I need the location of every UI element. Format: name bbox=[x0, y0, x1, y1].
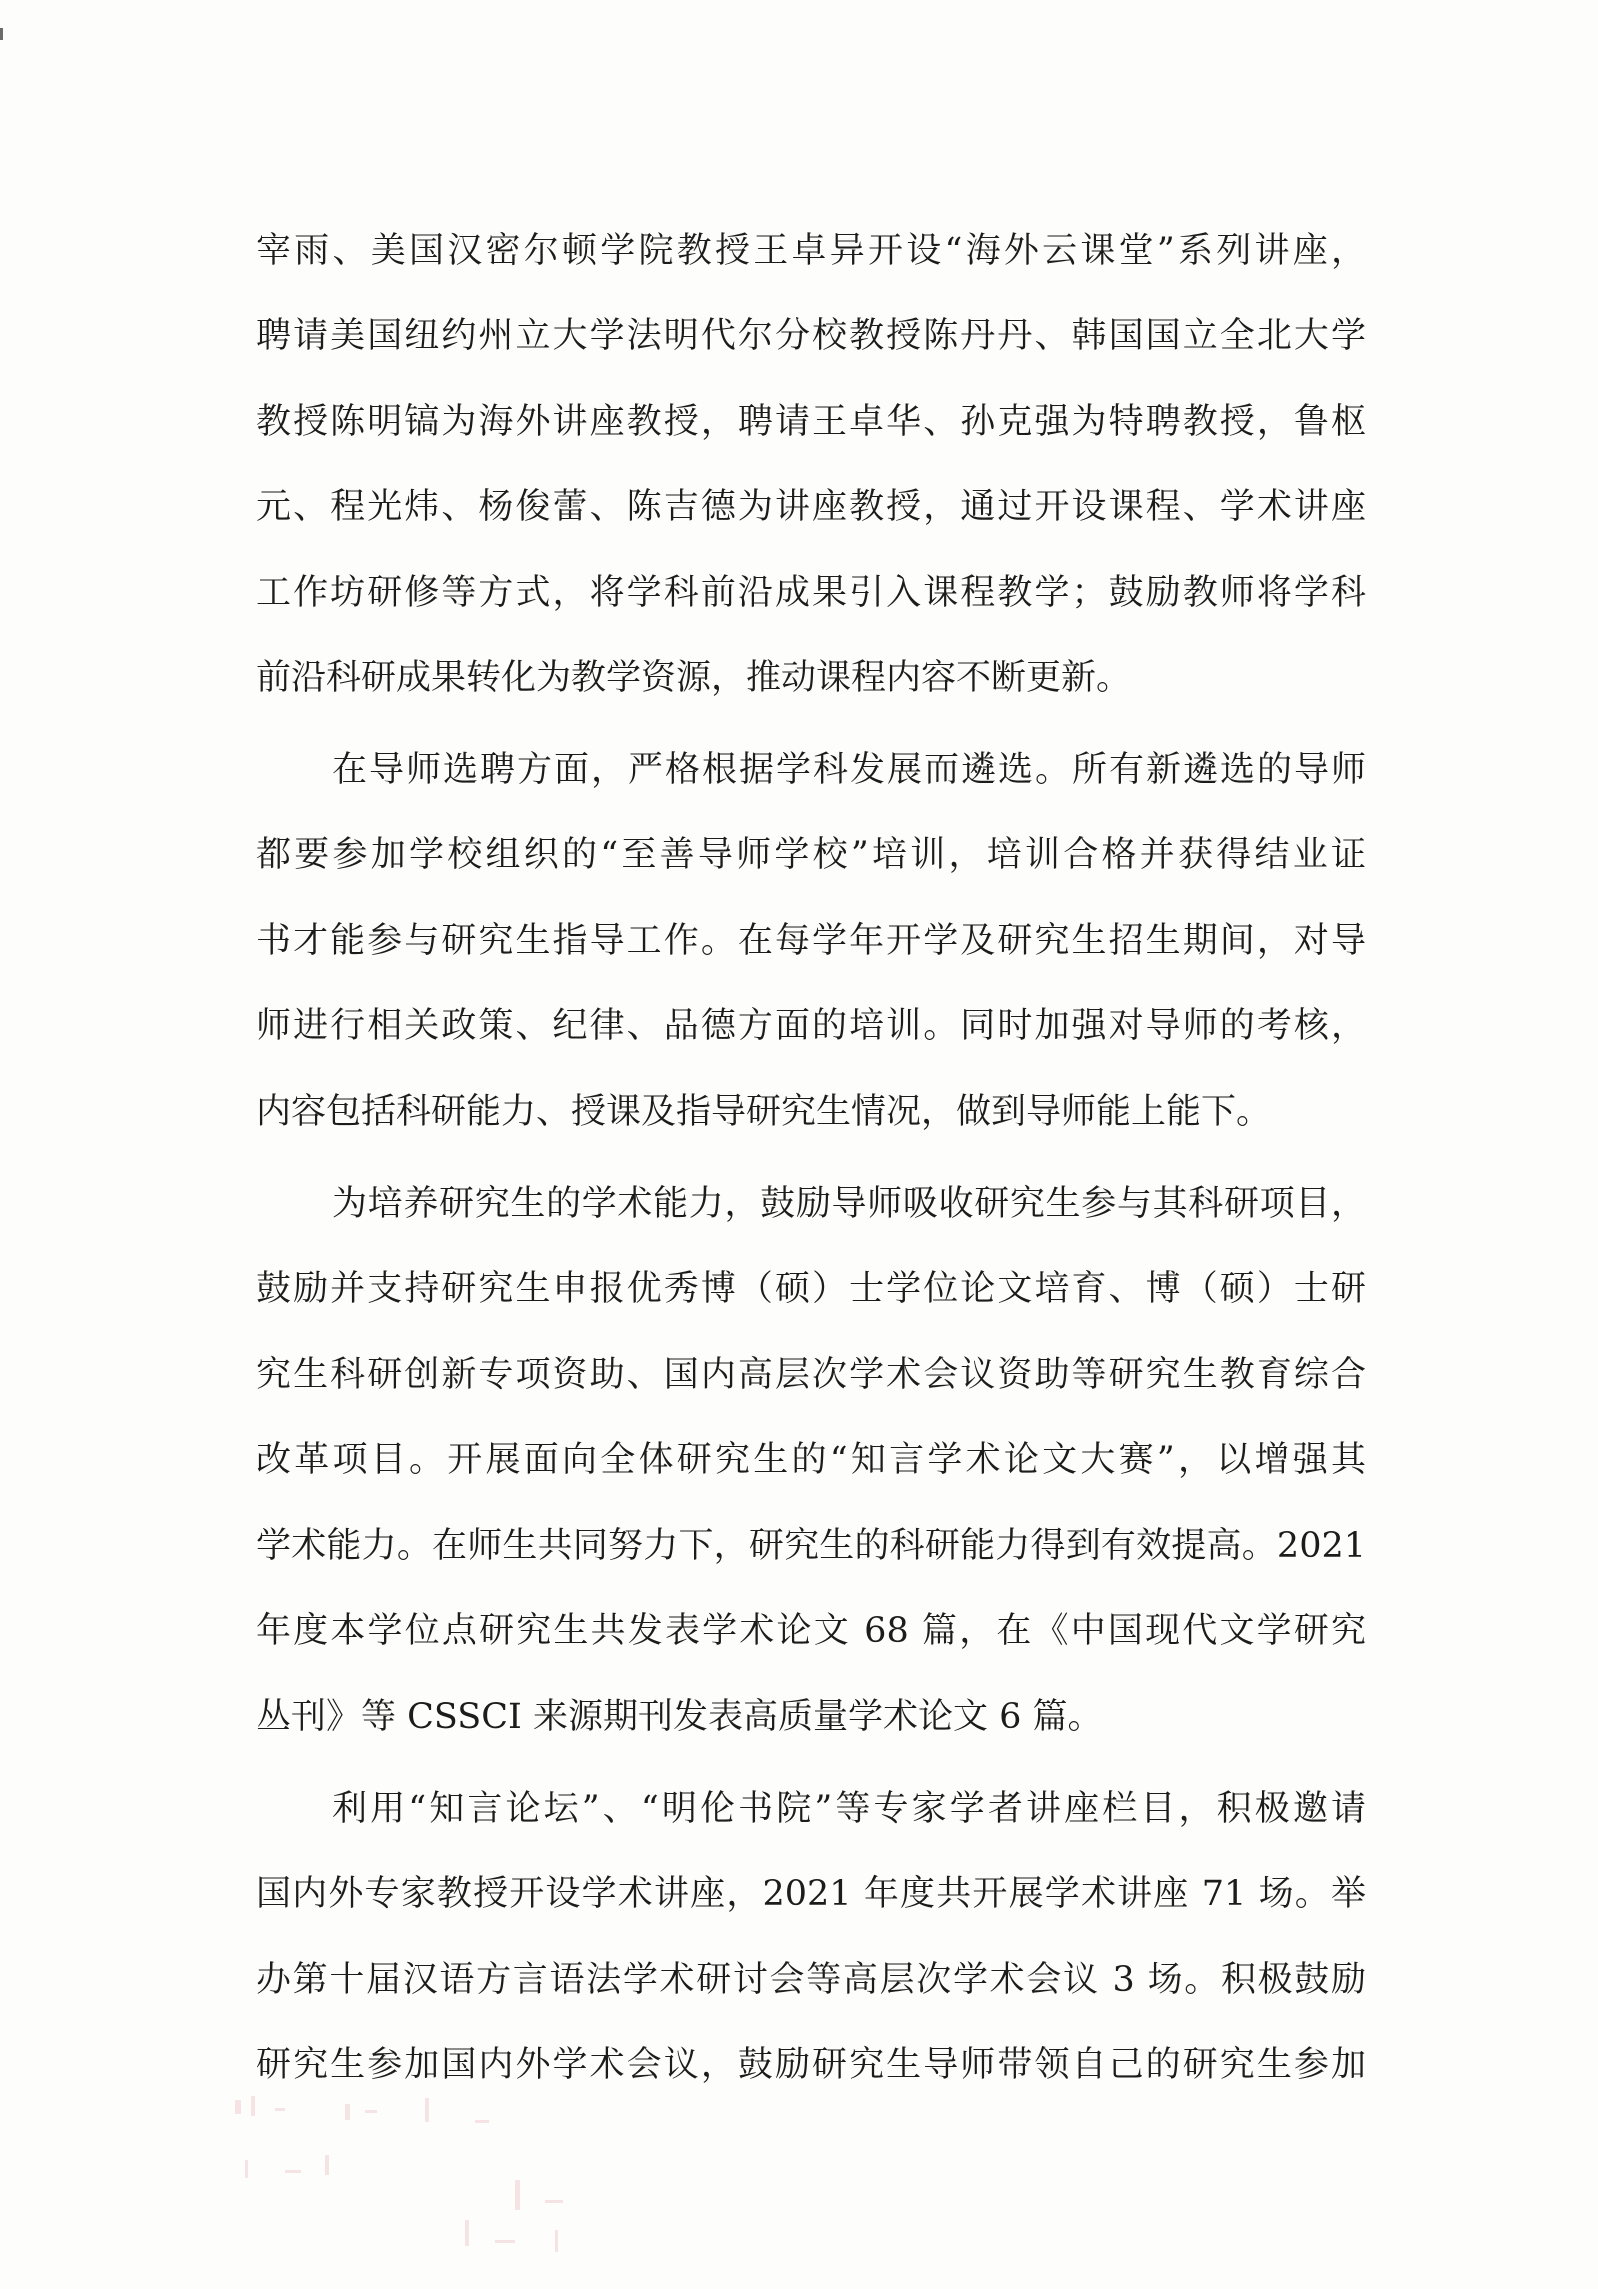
bleed-through-stain bbox=[215, 2090, 615, 2270]
text-line: 改革项目。开展面向全体研究生的“知言学术论文大赛”，以增强其 bbox=[256, 1440, 1366, 1480]
text-line: 宰雨、美国汉密尔顿学院教授王卓异开设“海外云课堂”系列讲座， bbox=[256, 231, 1366, 271]
text-line: 书才能参与研究生指导工作。在每学年开学及研究生招生期间，对导 bbox=[256, 921, 1366, 961]
text-line: 丛刊》等 CSSCI 来源期刊发表高质量学术论文 6 篇。 bbox=[256, 1697, 1103, 1737]
text-line: 师进行相关政策、纪律、品德方面的培训。同时加强对导师的考核， bbox=[256, 1006, 1366, 1046]
text-line: 聘请美国纽约州立大学法明代尔分校教授陈丹丹、韩国国立全北大学 bbox=[256, 316, 1366, 356]
text-line: 教授陈明镐为海外讲座教授，聘请王卓华、孙克强为特聘教授，鲁枢 bbox=[256, 402, 1366, 442]
text-line: 鼓励并支持研究生申报优秀博（硕）士学位论文培育、博（硕）士研 bbox=[256, 1269, 1366, 1309]
text-line: 利用“知言论坛”、“明伦书院”等专家学者讲座栏目，积极邀请 bbox=[332, 1789, 1366, 1829]
text-line: 都要参加学校组织的“至善导师学校”培训，培训合格并获得结业证 bbox=[256, 835, 1366, 875]
text-line: 研究生参加国内外学术会议，鼓励研究生导师带领自己的研究生参加 bbox=[256, 2045, 1366, 2085]
text-line: 前沿科研成果转化为教学资源，推动课程内容不断更新。 bbox=[256, 658, 1132, 698]
text-line: 年度本学位点研究生共发表学术论文 68 篇，在《中国现代文学研究 bbox=[256, 1611, 1366, 1651]
text-line: 究生科研创新专项资助、国内高层次学术会议资助等研究生教育综合 bbox=[256, 1355, 1366, 1395]
text-line: 工作坊研修等方式，将学科前沿成果引入课程教学；鼓励教师将学科 bbox=[256, 573, 1366, 613]
text-line: 学术能力。在师生共同努力下，研究生的科研能力得到有效提高。2021 bbox=[256, 1526, 1366, 1566]
scan-edge-mark bbox=[0, 28, 3, 40]
text-line: 办第十届汉语方言语法学术研讨会等高层次学术会议 3 场。积极鼓励 bbox=[256, 1960, 1366, 2000]
text-line: 内容包括科研能力、授课及指导研究生情况，做到导师能上能下。 bbox=[256, 1092, 1272, 1132]
text-line: 国内外专家教授开设学术讲座，2021 年度共开展学术讲座 71 场。举 bbox=[256, 1874, 1366, 1914]
text-line: 在导师选聘方面，严格根据学科发展而遴选。所有新遴选的导师 bbox=[332, 750, 1366, 790]
text-line: 为培养研究生的学术能力，鼓励导师吸收研究生参与其科研项目， bbox=[332, 1184, 1366, 1224]
text-line: 元、程光炜、杨俊蕾、陈吉德为讲座教授，通过开设课程、学术讲座 bbox=[256, 487, 1366, 527]
